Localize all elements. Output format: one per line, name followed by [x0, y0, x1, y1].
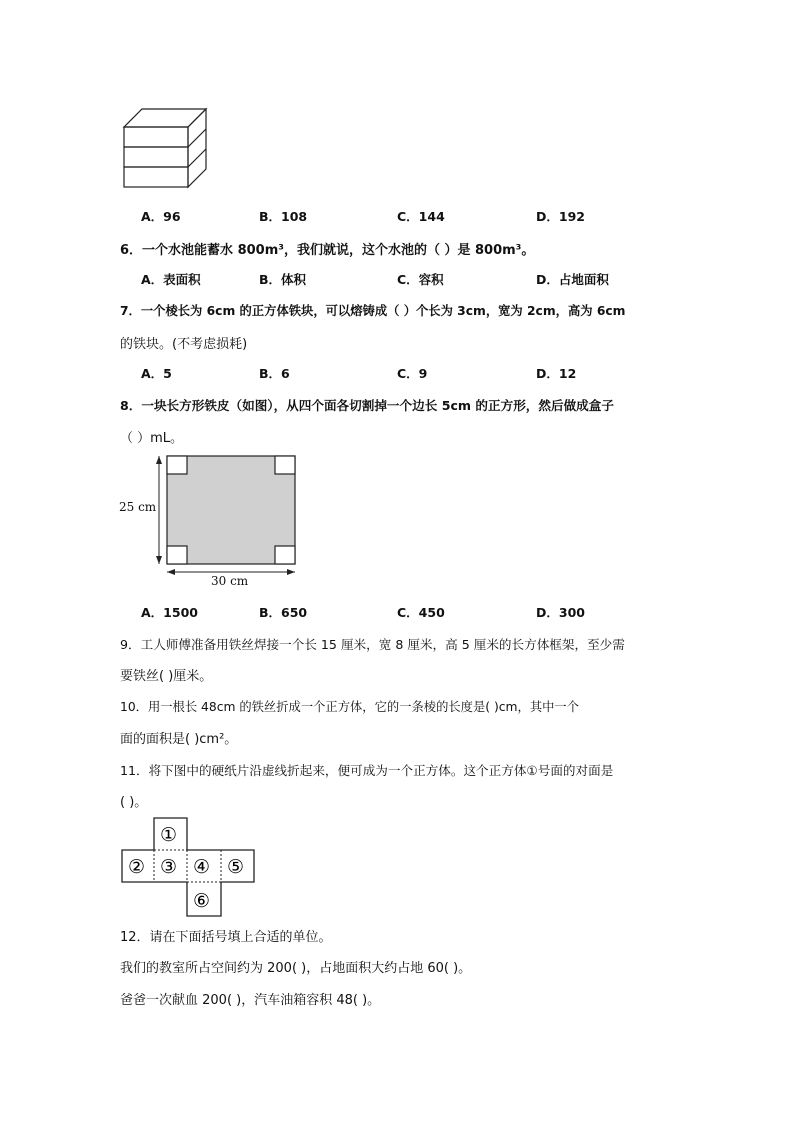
- q5-option-b[interactable]: B．108: [259, 209, 308, 224]
- net-face-4: ④: [193, 856, 211, 878]
- q12-line-classroom: 我们的教室所占空间约为 200( )，占地面积大约占地 60( )。: [120, 961, 472, 976]
- q12-line-blood: 爸爸一次献血 200( )，汽车油箱容积 48( )。: [120, 993, 381, 1008]
- q6-question: 6．一个水池能蓄水 800m³，我们就说，这个水池的（ ）是 800m³。: [120, 243, 535, 258]
- q5-option-c[interactable]: C．144: [397, 209, 445, 224]
- net-face-1: ①: [160, 824, 178, 846]
- q9-question-line2: 要铁丝( )厘米。: [120, 669, 213, 684]
- q6-option-d[interactable]: D．占地面积: [536, 272, 609, 287]
- net-face-5: ⑤: [227, 856, 245, 878]
- q8-option-b[interactable]: B．650: [259, 605, 308, 620]
- q8-option-a[interactable]: A．1500: [141, 605, 198, 620]
- corner-square-br: [275, 546, 295, 564]
- corner-square-bl: [167, 546, 187, 564]
- stacked-cuboid-figure: [120, 105, 212, 197]
- q11-question-line2: ( )。: [120, 795, 148, 810]
- net-face-2: ②: [128, 856, 146, 878]
- q6-option-a[interactable]: A．表面积: [141, 272, 201, 287]
- q10-question-line2: 面的面积是( )cm²。: [120, 732, 238, 747]
- height-dimension-label: 25 cm: [119, 500, 157, 514]
- q7-option-b[interactable]: B．6: [259, 366, 290, 381]
- q10-question-line1: 10．用一根长 48cm 的铁丝折成一个正方体，它的一条棱的长度是( )cm，其中一个: [120, 700, 580, 714]
- corner-square-tr: [275, 456, 295, 474]
- width-dimension-label: 30 cm: [211, 574, 249, 588]
- q5-option-a[interactable]: A．96: [141, 209, 181, 224]
- net-face-6: ⑥: [193, 890, 211, 912]
- net-face-3: ③: [160, 856, 178, 878]
- q7-question-line2: 的铁块。(不考虑损耗): [120, 337, 248, 352]
- q5-option-d[interactable]: D．192: [536, 209, 585, 224]
- q12-question: 12．请在下面括号填上合适的单位。: [120, 930, 332, 945]
- q8-question-line1: 8．一块长方形铁皮（如图），从四个面各切割掉一个边长 5cm 的正方形，然后做成盒子: [120, 398, 614, 413]
- q7-option-c[interactable]: C．9: [397, 366, 428, 381]
- cube-net-figure: [120, 816, 258, 922]
- q9-question-line1: 9．工人师傅准备用铁丝焊接一个长 15 厘米，宽 8 厘米，高 5 厘米的长方体框架，至少需: [120, 637, 625, 652]
- corner-square-tl: [167, 456, 187, 474]
- q7-question-line1: 7．一个棱长为 6cm 的正方体铁块，可以熔铸成（ ）个长为 3cm，宽为 2cm，高为 6cm: [120, 304, 626, 318]
- q11-question-line1: 11．将下图中的硬纸片沿虚线折起来，便可成为一个正方体。这个正方体①号面的对面是: [120, 763, 614, 778]
- q7-option-d[interactable]: D．12: [536, 366, 577, 381]
- q8-option-d[interactable]: D．300: [536, 605, 585, 620]
- metal-sheet-figure: [115, 452, 305, 592]
- q8-question-line2: （ ）mL。: [120, 431, 184, 446]
- q8-option-c[interactable]: C．450: [397, 605, 445, 620]
- q6-option-c[interactable]: C．容积: [397, 272, 444, 287]
- q6-option-b[interactable]: B．体积: [259, 272, 307, 287]
- q7-option-a[interactable]: A．5: [141, 366, 172, 381]
